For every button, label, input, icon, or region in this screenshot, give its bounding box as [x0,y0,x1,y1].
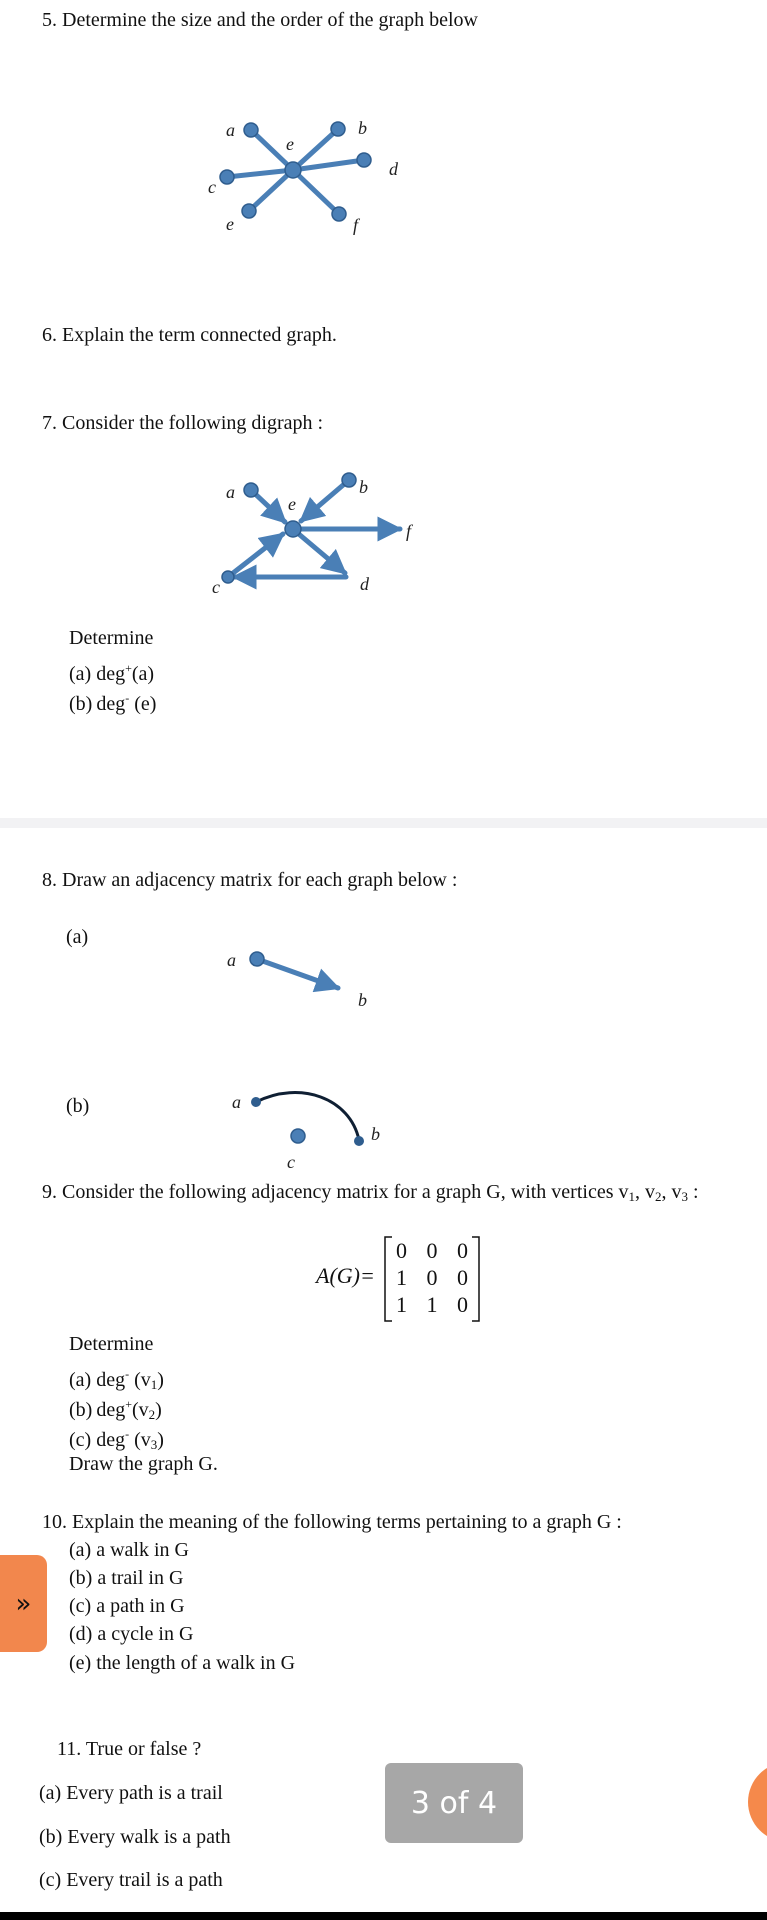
graph-a-arc [257,959,338,988]
q7-label-d: d [360,574,369,594]
q8-part-b-label: (b) [66,1095,90,1117]
q9-part-c: (c) deg- $(v_3)$ [69,1427,164,1452]
q9-draw: Draw the graph G. [69,1453,218,1475]
question-6-text: 6. Explain the term connected graph. [42,324,337,346]
q11-item: (a) Every path is a trail [39,1782,223,1804]
q8a-label-b: b [358,990,367,1010]
graph-b-node-c [291,1129,305,1143]
double-chevron-right-icon: » [15,1588,32,1619]
question-10-text: 10. Explain the meaning of the following terms pertaining to a graph G : [42,1511,622,1533]
graph-b-node-b [354,1136,364,1146]
matrix-grid [396,1237,468,1318]
matrix-row: 1 0 0 [396,1265,468,1290]
q7-label-f: f [406,521,412,541]
q8b-label-b: b [371,1124,380,1144]
q9-determine: Determine [69,1333,154,1355]
q9-part-b: (b) $deg^+(v_2)$ [69,1397,162,1422]
question-9-text: 9. Consider the following adjacency matrix for a graph G, with vertices $v_1$, $v_2$, $v_3$ : [42,1181,699,1204]
q7-label-a: a [226,482,235,502]
page-indicator: 3 of 4 [385,1763,523,1843]
q7-part-a: (a) deg+(a) [69,661,155,685]
q5-label-b: b [358,118,367,138]
q11-item: (c) Every trail is a path [39,1869,223,1891]
graph-b-node-a [251,1097,261,1107]
question-8-text: 8. Draw an adjacency matrix for each graph below : [42,869,458,891]
q8-part-a-label: (a) [66,926,89,948]
question-7-text: 7. Consider the following digraph : [42,412,324,434]
q5-label-a: a [226,120,235,140]
matrix-row: 1 1 0 [396,1292,468,1317]
q10-item: (b) a trail in G [69,1567,184,1589]
q5-label-f: f [353,215,359,235]
q5-label-c: c [208,177,216,197]
question-11-text: 11. True or false ? [57,1738,202,1760]
matrix-row: 0 0 0 [396,1238,468,1263]
q5-label-d: d [389,159,398,179]
q8b-label-c: c [287,1152,295,1172]
bottom-bar [0,1912,767,1920]
q7-determine: Determine [69,627,154,649]
matrix-name: A(G)= [316,1263,375,1288]
side-expand-button[interactable] [0,1555,47,1652]
q10-item: (c) a path in G [69,1595,185,1617]
graph-b-edge [256,1093,359,1140]
q5-label-e-low: e [226,214,234,234]
q8b-label-a: a [232,1092,241,1112]
q7-label-e: e [288,494,296,514]
q11-item: (b) Every walk is a path [39,1826,231,1848]
q8a-label-a: a [227,950,236,970]
q10-item: (a) a walk in G [69,1539,189,1561]
q7-part-b: (b) deg- (e) [69,691,157,715]
q5-label-e-center: e [286,134,294,154]
graph-a-node-a [250,952,264,966]
q10-item: (e) the length of a walk in G [69,1652,296,1674]
q10-item: (d) a cycle in G [69,1623,194,1645]
q7-label-b: b [359,477,368,497]
q7-label-c: c [212,577,220,597]
q9-part-a: (a) deg- $(v_1)$ [69,1367,164,1392]
question-5-text: 5. Determine the size and the order of the graph below [42,9,478,31]
